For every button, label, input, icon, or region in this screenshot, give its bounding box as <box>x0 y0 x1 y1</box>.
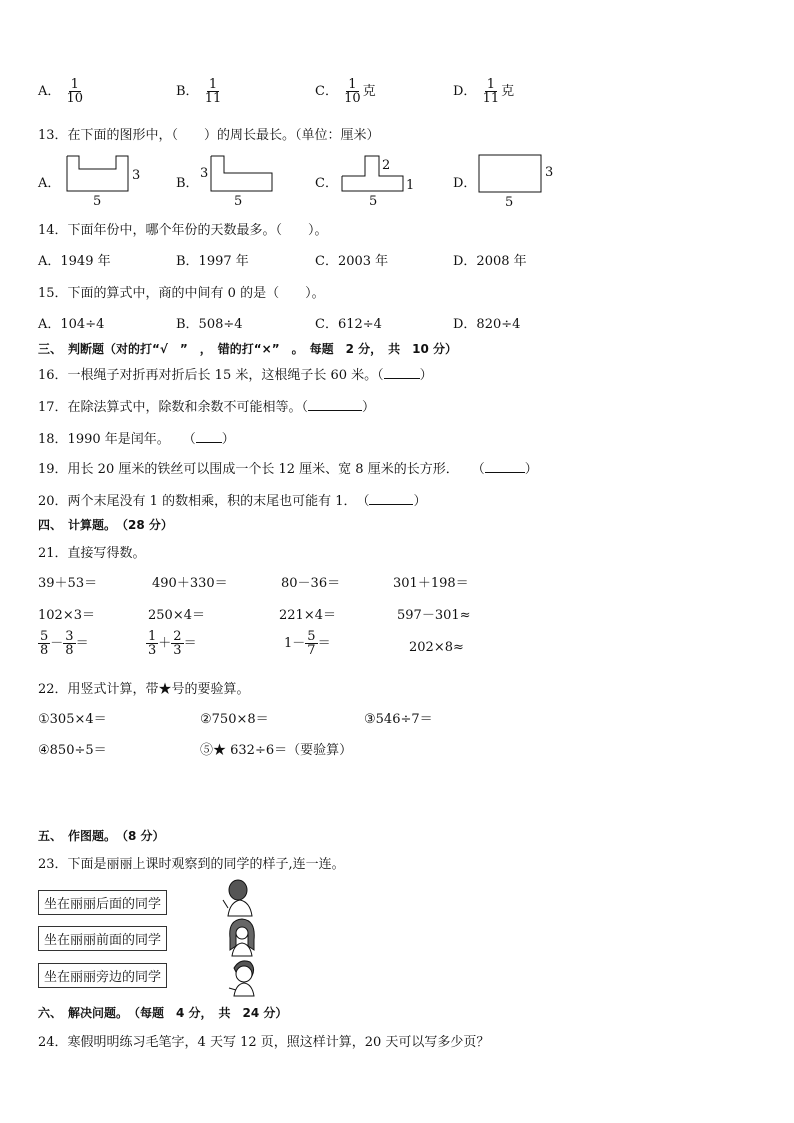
q13-shape-d <box>478 154 548 194</box>
q13-shape-c <box>341 155 411 195</box>
q15-option-d: D．820÷4 <box>453 317 521 332</box>
section-3-heading: 三、 判断题（对的打“√ ” ， 错的打“×” 。 每题 2 分， 共 10 分） <box>38 342 458 356</box>
q12-option-d: D． $\frac{1}{11}$ 克 <box>453 77 515 106</box>
calc-item-fraction-2: $\frac{1}{3}$ ＋ $\frac{2}{3}$ ＝ <box>148 629 197 658</box>
calc-item: 250×4＝ <box>148 608 205 623</box>
q15-option-a: A．104÷4 <box>38 317 105 332</box>
match-label-behind[interactable]: 坐在丽丽后面的同学 <box>38 890 167 915</box>
q13-c-height-top: 2 <box>382 158 391 173</box>
q14-question: 14．下面年份中，哪个年份的天数最多。（ ）。 <box>38 223 328 238</box>
q13-b-height: 3 <box>200 166 209 181</box>
q13-c-width: 5 <box>369 194 378 209</box>
q13-c-height-side: 1 <box>406 178 415 193</box>
q13-a-height: 3 <box>132 168 141 183</box>
q13-letter-c: C． <box>315 176 338 191</box>
answer-blank[interactable] <box>384 366 420 379</box>
calc-item: 597－301≈ <box>397 608 471 623</box>
section-6-heading: 六、 解决问题。 （每题 4 分， 共 24 分） <box>38 1006 288 1020</box>
q21-title: 21．直接写得数。 <box>38 546 146 561</box>
answer-blank[interactable] <box>196 430 222 443</box>
answer-blank[interactable] <box>308 398 362 411</box>
q12-option-a: A． $\frac{1}{10}$ <box>38 77 84 106</box>
calc-item: 80－36＝ <box>281 576 341 591</box>
calc-item: 39＋53＝ <box>38 576 98 591</box>
child-front-view-image[interactable] <box>224 916 260 958</box>
vertical-calc-item: ⑤★ 632÷6＝（要验算） <box>200 743 353 758</box>
section-5-heading: 五、 作图题。 （8 分） <box>38 829 165 843</box>
q13-d-width: 5 <box>505 195 514 210</box>
q22-title: 22．用竖式计算，带★号的要验算。 <box>38 682 250 697</box>
q12-option-b: B． $\frac{1}{11}$ <box>176 77 222 106</box>
vertical-calc-item: ①305×4＝ <box>38 712 107 727</box>
child-side-view-image[interactable] <box>226 958 262 998</box>
q13-a-width: 5 <box>93 194 102 209</box>
judge-item-19: 19．用长 20 厘米的铁丝可以围成一个长 12 厘米、宽 8 厘米的长方形． （ ） <box>38 462 538 477</box>
q13-letter-a: A． <box>38 176 61 191</box>
vertical-calc-item: ②750×8＝ <box>200 712 269 727</box>
q13-d-height: 3 <box>545 165 554 180</box>
calc-item: 490＋330＝ <box>152 576 228 591</box>
q15-option-b: B．508÷4 <box>176 317 243 332</box>
judge-item-20: 20．两个末尾没有 1 的数相乘，积的末尾也可能有 1． （ ） <box>38 494 427 509</box>
child-back-view-image[interactable] <box>222 878 258 918</box>
calc-item: 102×3＝ <box>38 608 95 623</box>
section-4-heading: 四、 计算题。 （28 分） <box>38 518 173 532</box>
match-label-side[interactable]: 坐在丽丽旁边的同学 <box>38 963 167 988</box>
q15-option-c: C．612÷4 <box>315 317 382 332</box>
match-label-front[interactable]: 坐在丽丽前面的同学 <box>38 926 167 951</box>
answer-blank[interactable] <box>369 492 413 505</box>
q13-question: 13．在下面的图形中，（ ）的周长最长。（单位：厘米） <box>38 128 380 143</box>
q24-question: 24．寒假明明练习毛笔字，4 天写 12 页，照这样计算，20 天可以写多少页？ <box>38 1035 490 1050</box>
q23-title: 23．下面是丽丽上课时观察到的同学的样子,连一连。 <box>38 857 345 872</box>
q14-option-c: C．2003 年 <box>315 254 389 269</box>
calc-item: 301＋198＝ <box>393 576 469 591</box>
q14-option-d: D．2008 年 <box>453 254 527 269</box>
calc-item: 221×4＝ <box>279 608 336 623</box>
calc-item-fraction-3: 1－ $\frac{5}{7}$ ＝ <box>284 629 331 658</box>
q12-option-c: C． $\frac{1}{10}$ 克 <box>315 77 376 106</box>
q14-option-a: A．1949 年 <box>38 254 111 269</box>
q15-question: 15．下面的算式中，商的中间有 0 的是（ ）。 <box>38 286 325 301</box>
q13-letter-d: D． <box>453 176 477 191</box>
judge-item-17: 17．在除法算式中，除数和余数不可能相等。（ ） <box>38 400 376 415</box>
calc-item-fraction-1: $\frac{5}{8}$ － $\frac{3}{8}$ ＝ <box>40 629 89 658</box>
judge-item-18: 18．1990 年是闰年。 （ ） <box>38 432 235 447</box>
q13-shape-b <box>210 155 280 195</box>
judge-item-16: 16．一根绳子对折再对折后长 15 米，这根绳子长 60 米。（ ） <box>38 368 433 383</box>
vertical-calc-item: ③546÷7＝ <box>364 712 433 727</box>
vertical-calc-item: ④850÷5＝ <box>38 743 107 758</box>
calc-item: 202×8≈ <box>409 640 464 655</box>
q13-b-width: 5 <box>234 194 243 209</box>
q13-letter-b: B． <box>176 176 199 191</box>
q14-option-b: B．1997 年 <box>176 254 249 269</box>
q13-shape-a <box>66 155 136 195</box>
answer-blank[interactable] <box>485 460 525 473</box>
